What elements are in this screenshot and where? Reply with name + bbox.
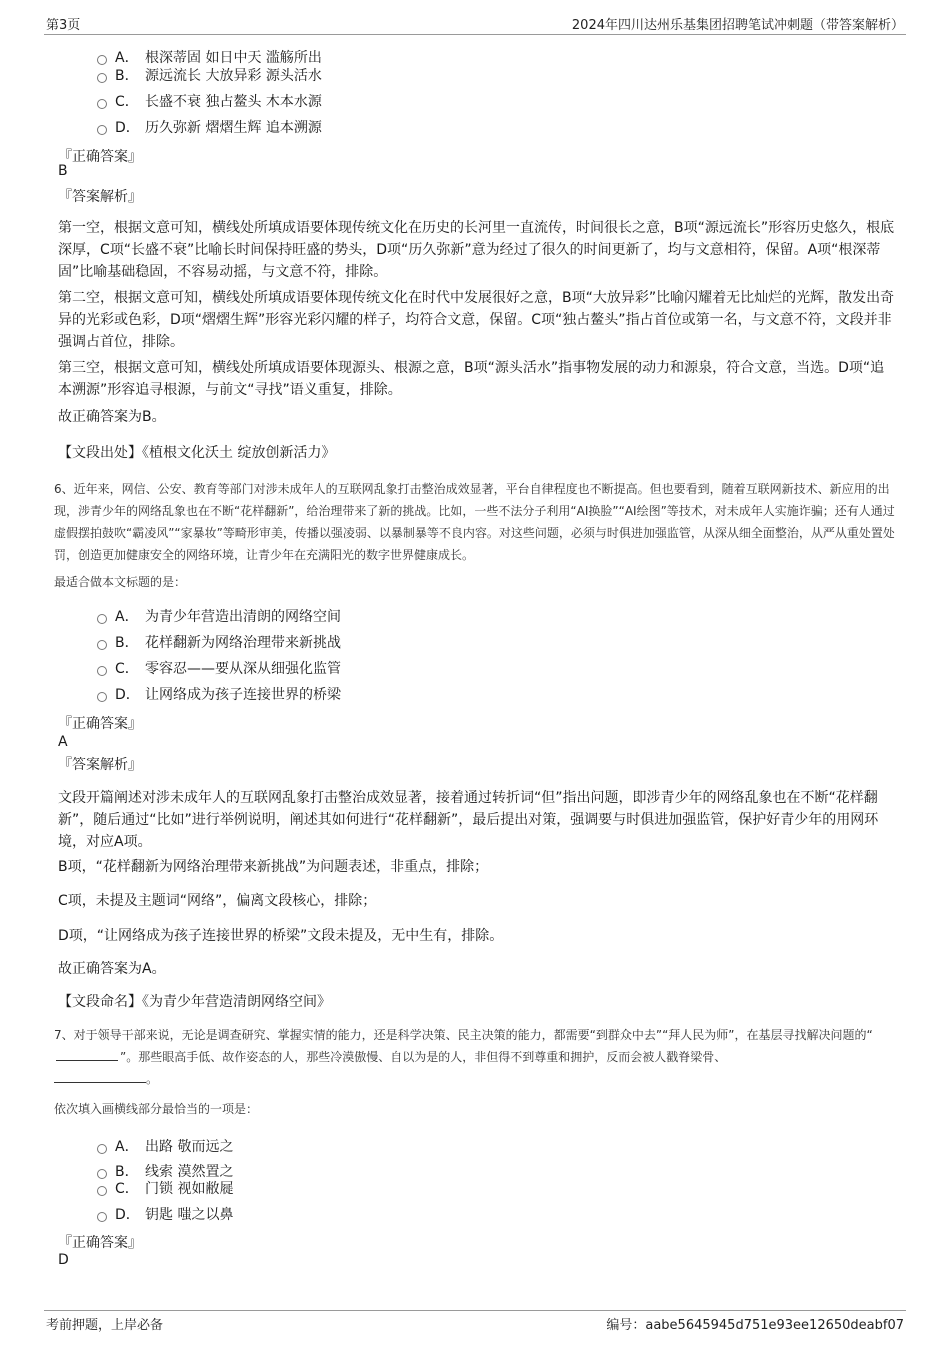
radio-icon[interactable] [97, 1212, 107, 1222]
q5-option-c[interactable] [97, 91, 322, 111]
analysis-paragraph: 第二空，根据文意可知，横线处所填成语要体现传统文化在时代中发展很好之意，B项“大放异彩”比喻闪耀着无比灿烂的光辉，散发出奇异的光彩或色彩，D项“熠熠生辉”形容光彩闪耀的样子，均符合文意，保留。C项“独占鳌头”指占首位或第一名，与文意不符，文段并非强调占首位，排除。 [58, 290, 895, 350]
stem-text: ”。那些眼高手低、故作姿态的人，那些冷漠傲慢、自以为是的人，非但得不到尊重和拥护，反而会被人戳脊梁骨、 [120, 1050, 727, 1064]
option-text: 花样翻新为网络治理带来新挑战 [145, 635, 341, 651]
option-text: 为青少年营造出清朗的网络空间 [145, 609, 341, 625]
option-letter: A． [115, 1139, 139, 1155]
question-stem [54, 1024, 902, 1090]
option-letter: D． [115, 120, 140, 136]
radio-icon[interactable] [97, 640, 107, 650]
q6-option-b[interactable] [97, 632, 341, 652]
option-text: 源远流长 大放异彩 源头活水 [145, 68, 322, 84]
fill-blank [54, 1070, 146, 1083]
radio-icon[interactable] [97, 125, 107, 135]
option-letter: C． [115, 1181, 139, 1197]
option-text: 长盛不衰 独占鳌头 木本水源 [145, 94, 322, 110]
answer-value: B [58, 163, 68, 179]
option-letter: B． [115, 635, 139, 651]
question-prompt: 最适合做本文标题的是： [54, 575, 187, 589]
answer-value: D [58, 1252, 69, 1268]
analysis-paragraph: C项，未提及主题词“网络”，偏离文段核心，排除； [58, 893, 377, 909]
option-letter: A． [115, 609, 139, 625]
fill-blank [56, 1048, 118, 1061]
header-divider [44, 34, 906, 35]
document-id: 编号：aabe5645945d751e93ee12650deabf07 [606, 1318, 904, 1333]
option-letter: C． [115, 94, 139, 110]
radio-icon[interactable] [97, 1186, 107, 1196]
analysis-paragraph: 第三空，根据文意可知，横线处所填成语要体现源头、根源之意，B项“源头活水”指事物发展的动力和源泉，符合文意，当选。D项“追本溯源”形容追寻根源，与前文“寻找”语义重复，排除。 [58, 360, 885, 398]
option-letter: B． [115, 68, 139, 84]
analysis-paragraph: D项，“让网络成为孩子连接世界的桥梁”文段未提及，无中生有，排除。 [58, 928, 504, 944]
option-text: 线索 漠然置之 [145, 1164, 234, 1180]
option-letter: D． [115, 687, 140, 703]
analysis-paragraph: 文段开篇阐述对涉未成年人的互联网乱象打击整治成效显著，接着通过转折词“但”指出问题，即涉青少年的网络乱象也在不断“花样翻新”，随后通过“比如”进行举例说明，阐述其如何进行“花样翻新”，最后提出对策，强调要与时俱进加强监管，保护好青少年的用网环境，对应A项。 [58, 790, 879, 850]
stem-text: 。 [146, 1072, 159, 1086]
radio-icon[interactable] [97, 666, 107, 676]
option-letter: C． [115, 661, 139, 677]
analysis-label: 『答案解析』 [58, 757, 142, 773]
analysis-conclusion: 故正确答案为B。 [58, 409, 166, 425]
radio-icon[interactable] [97, 55, 107, 65]
q5-option-b[interactable] [97, 65, 322, 85]
q6-option-d[interactable] [97, 684, 341, 704]
page-number: 第3页 [46, 18, 81, 33]
stem-text: 7、对于领导干部来说，无论是调查研究、掌握实情的能力，还是科学决策、民主决策的能力，都需要“到群众中去”“拜人民为师”，在基层寻找解决问题的“ [54, 1028, 873, 1042]
answer-label: 『正确答案』 [58, 1235, 142, 1251]
q7-option-c[interactable] [97, 1178, 233, 1198]
document-title: 2024年四川达州乐基集团招聘笔试冲刺题（带答案解析） [571, 18, 904, 33]
option-text: 出路 敬而远之 [145, 1139, 234, 1155]
footer-slogan: 考前押题，上岸必备 [46, 1318, 164, 1333]
q7-option-d[interactable] [97, 1204, 233, 1224]
option-text: 根深蒂固 如日中天 滥觞所出 [145, 50, 322, 66]
option-letter: A． [115, 50, 139, 66]
option-text: 钥匙 嗤之以鼻 [145, 1207, 234, 1223]
source-note: 【文段出处】《植根文化沃土 绽放创新活力》 [58, 445, 336, 461]
q5-option-a[interactable] [97, 47, 322, 67]
footer-divider [44, 1310, 906, 1311]
q7-option-a[interactable] [97, 1136, 233, 1156]
option-text: 让网络成为孩子连接世界的桥梁 [145, 687, 341, 703]
radio-icon[interactable] [97, 614, 107, 624]
radio-icon[interactable] [97, 73, 107, 83]
q6-option-c[interactable] [97, 658, 341, 678]
q5-option-d[interactable] [97, 117, 322, 137]
question-stem: 6、近年来，网信、公安、教育等部门对涉未成年人的互联网乱象打击整治成效显著，平台自律程度也不断提高。但也要看到，随着互联网新技术、新应用的出现，涉青少年的网络乱象也在不断“花样翻新”，给治理带来了新的挑战。比如，一些不法分子利用“AI换脸”“AI绘图”等技术，对未成年人实施诈骗；还有人通过虚假摆拍鼓吹“霸凌风”“家暴妆”等畸形审美，传播以强凌弱、以暴制暴等不良内容。对这些问题，必须与时俱进加强监管，从深从细全面整治，从严从重处置处罚，创造更加健康安全的网络环境，让青少年在充满阳光的数字世界健康成长。 [54, 482, 895, 562]
answer-label: 『正确答案』 [58, 149, 142, 165]
option-letter: D． [115, 1207, 140, 1223]
answer-label: 『正确答案』 [58, 716, 142, 732]
q6-option-a[interactable] [97, 606, 341, 626]
analysis-paragraph: 第一空，根据文意可知，横线处所填成语要体现传统文化在历史的长河里一直流传，时间很长之意，B项“源远流长”形容历史悠久，根底深厚，C项“长盛不衰”比喻长时间保持旺盛的势头，D项“历久弥新”意为经过了很久的时间更新了，均与文意相符，保留。A项“根深蒂固”比喻基础稳固，不容易动摇，与文意不符，排除。 [58, 220, 895, 280]
radio-icon[interactable] [97, 99, 107, 109]
option-text: 历久弥新 熠熠生辉 追本溯源 [145, 120, 322, 136]
option-text: 门锁 视如敝屣 [145, 1181, 234, 1197]
answer-value: A [58, 734, 68, 750]
analysis-conclusion: 故正确答案为A。 [58, 961, 166, 977]
radio-icon[interactable] [97, 692, 107, 702]
option-letter: B． [115, 1164, 139, 1180]
analysis-label: 『答案解析』 [58, 189, 142, 205]
radio-icon[interactable] [97, 1144, 107, 1154]
question-prompt: 依次填入画横线部分最恰当的一项是： [54, 1102, 259, 1116]
source-note: 【文段命名】《为青少年营造清朗网络空间》 [58, 994, 331, 1010]
option-text: 零容忍——要从深从细强化监管 [145, 661, 341, 677]
analysis-paragraph: B项，“花样翻新为网络治理带来新挑战”为问题表述，非重点，排除； [58, 859, 489, 875]
